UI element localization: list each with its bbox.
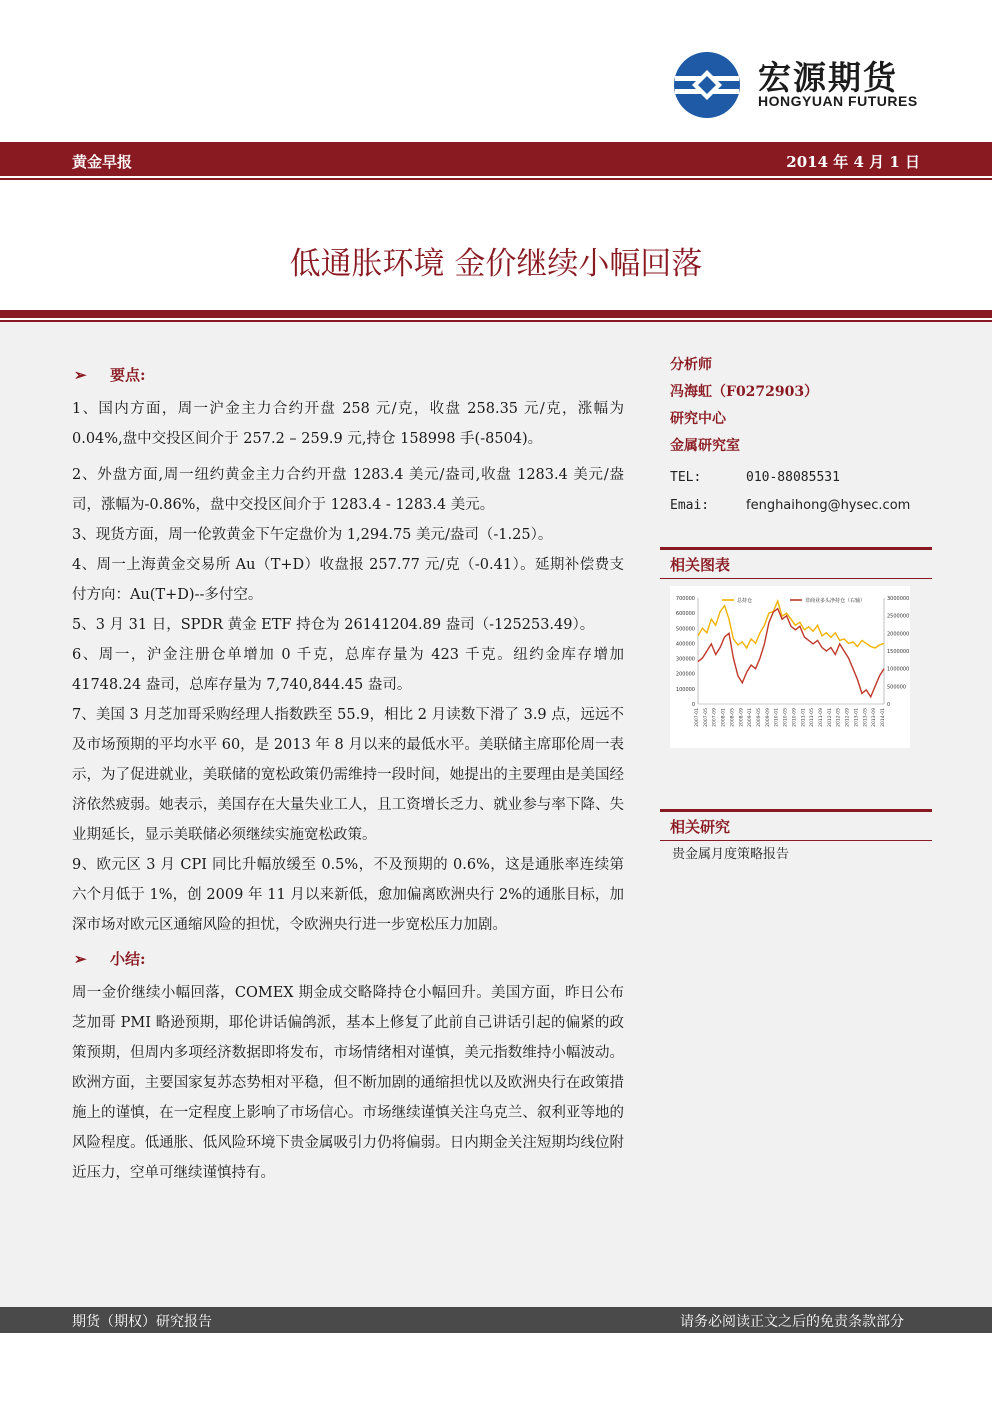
key-point-paragraph: 1、国内方面，周一沪金主力合约开盘 258 元/克，收盘 258.35 元/克，涨幅为 0.04%,盘中交投区间介于 257.2 – 259.9 元,持仓 158998 手(-8504)。 [72,401,624,447]
key-points-heading: ➢ 要点: [72,360,624,390]
analyst-dept: 研究中心 [670,411,726,427]
report-date: 2014 年 4 月 1 日 [786,153,920,171]
brand-name-cn: 宏源期货 [758,58,898,97]
y-left-tick-label: 0 [691,702,695,708]
related-research-item[interactable]: 贵金属月度策略报告 [672,847,790,862]
legend-label: 总持仓 [737,598,753,604]
x-tick-label: 2012-09 [845,708,851,727]
x-tick-label: 2009-05 [757,708,762,727]
x-tick-label: 2013-09 [872,708,878,727]
tel-label: TEL: [670,470,702,485]
key-point-paragraph: 3、现货方面，周一伦敦黄金下午定盘价为 1,294.75 美元/盎司（-1.25）。 [72,527,553,543]
x-tick-label: 2012-05 [836,708,842,727]
y-right-tick-label: 500000 [887,684,907,691]
tel-value: 010-88085531 [746,470,840,485]
key-point-paragraph: 9、欧元区 3 月 CPI 同比升幅放缓至 0.5%，不及预期的 0.6%，这是通胀率连续第六个月低于 1%，创 2009 年 11 月以来新低，愈加偏离欧洲央行 2%的通胀目标，加深市场对欧元区通缩风险的担忧，令欧洲央行进一步宽松压力加剧。 [72,857,624,933]
related-research-heading: 相关研究 [660,809,932,841]
header-rule [0,178,992,180]
x-tick-label: 2008-01 [721,708,727,727]
email-value: fenghaihong@hysec.com [746,498,911,513]
x-tick-label: 2009-09 [765,708,771,727]
y-right-tick-label: 2500000 [887,613,910,620]
key-point-paragraph: 4、周一上海黄金交易所 Au（T+D）收盘报 257.77 元/克（-0.41）。延期补偿费支付方向：Au(T+D)--多付空。 [72,557,624,603]
x-tick-label: 2013-01 [854,708,860,727]
summary-heading: ➢ 小结: [72,944,624,974]
y-right-tick-label: 1000000 [887,666,910,673]
x-tick-label: 2007-05 [703,708,709,727]
chevron-right-icon: ➢ [74,366,87,384]
holdings-chart [670,586,910,748]
y-right-tick-label: 0 [887,702,891,708]
analyst-title-label: 分析师 [670,357,712,373]
analyst-info [670,352,932,520]
email-label: Emai: [670,498,710,513]
y-left-tick-label: 700000 [675,596,695,602]
analyst-name: 冯海虹（F0272903） [670,384,819,400]
page-title: 低通胀环境 金价继续小幅回落 [289,246,703,282]
title-separator [0,310,992,318]
key-point-paragraph: 5、3 月 31 日，SPDR 黄金 ETF 持仓为 26141204.89 盎司（-125253.49）。 [72,617,595,633]
x-tick-label: 2012-01 [827,708,833,727]
y-left-tick-label: 400000 [675,641,695,648]
x-tick-label: 2008-05 [730,708,736,727]
summary-text: 周一金价继续小幅回落，COMEX 期金成交略降持仓小幅回升。美国方面，昨日公布芝加哥 PMI 略逊预期，耶伦讲话偏鸽派，基本上修复了此前自己讲话引起的偏紧的政策预期，但周内多项经济数据即将发布，市场情绪相对谨慎，美元指数维持小幅波动。欧洲方面，主要国家复苏态势相对平稳，但不断加剧的通缩担忧以及欧洲央行在政策措施上的谨慎，在一定程度上影响了市场信心。市场继续谨慎关注乌克兰、叙利亚等地的风险程度。低通胀、低风险环境下贵金属吸引力仍将偏弱。日内期金关注短期均线位附近压力，空单可继续谨慎持有。 [72,985,624,1181]
x-tick-label: 2010-01 [774,708,780,727]
y-right-tick-label: 1500000 [887,649,910,655]
y-left-tick-label: 300000 [675,656,695,663]
brand-name-en: HONGYUAN FUTURES [758,93,918,109]
x-tick-label: 2010-09 [792,708,798,727]
x-tick-label: 2011-09 [819,708,824,727]
key-point-paragraph: 2、外盘方面,周一纽约黄金主力合约开盘 1283.4 美元/盎司,收盘 1283.4 美元/盎司，涨幅为-0.86%，盘中交投区间介于 1283.4 - 1283.4 美元。 [72,467,624,513]
series-line-1 [698,609,884,697]
hongyuan-logo-icon [672,50,742,120]
report-type-label: 黄金早报 [72,153,133,171]
y-right-tick-label: 3000000 [887,596,910,602]
analyst-subdept: 金属研究室 [670,438,740,454]
x-tick-label: 2011-05 [810,708,816,727]
related-chart-heading: 相关图表 [660,547,932,579]
x-tick-label: 2014-01 [881,708,886,727]
x-tick-label: 2007-09 [712,708,718,727]
y-left-tick-label: 100000 [675,686,695,693]
legend-label: 非商业多头净持仓（右轴） [805,598,866,604]
footer-left-text: 期货（期权）研究报告 [72,1314,212,1330]
x-tick-label: 2010-05 [783,708,789,727]
x-tick-label: 2013-05 [863,708,869,727]
x-tick-label: 2008-09 [739,708,745,727]
y-left-tick-label: 200000 [675,671,695,678]
main-column [72,360,624,1188]
y-left-tick-label: 600000 [675,611,695,618]
y-right-tick-label: 2000000 [887,631,910,638]
footer-disclaimer-link[interactable]: 请务必阅读正文之后的免责条款部分 [680,1314,904,1330]
contact-block [670,464,932,520]
key-point-paragraph: 6、周一，沪金注册仓单增加 0 千克，总库存量为 423 千克。纽约金库存增加 41748.24 盎司，总库存量为 7,740,844.45 盎司。 [72,647,624,693]
x-tick-label: 2011-01 [801,708,807,727]
x-tick-label: 2009-01 [748,708,754,727]
x-tick-label: 2007-01 [695,708,700,727]
key-point-paragraph: 7、美国 3 月芝加哥采购经理人指数跌至 55.9，相比 2 月读数下滑了 3.9 点，远远不及市场预期的平均水平 60，是 2013 年 8 月以来的最低水平。美联储主席耶伦周一表示，为了促进就业，美联储的宽松政策仍需维持一段时间，她提出的主要理由是美国经济依然疲弱。她表示，美国存在大量失业工人，且工资增长乏力、就业参与率下降、失业期延长，显示美联储必须继续实施宽松政策。 [72,707,624,843]
chevron-right-icon: ➢ [74,950,87,968]
y-left-tick-label: 500000 [675,626,695,633]
